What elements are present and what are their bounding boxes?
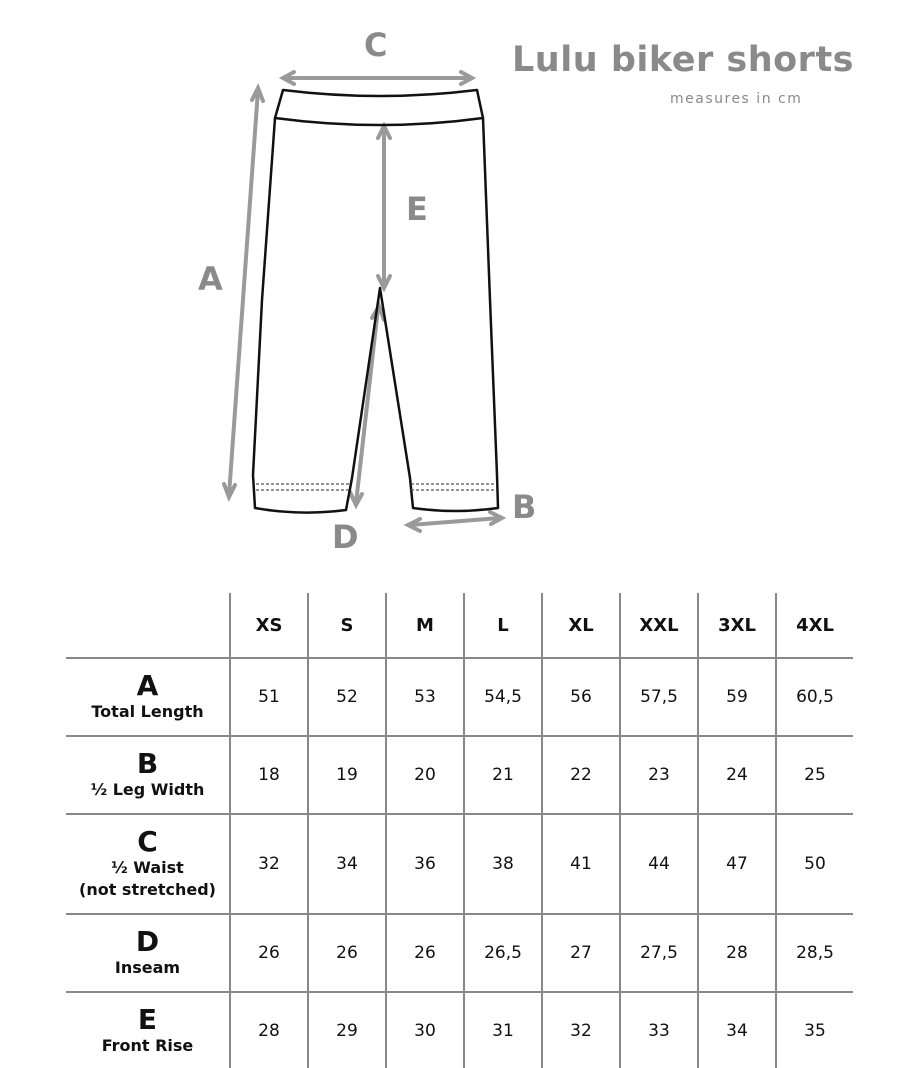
size-header: S [308, 593, 386, 658]
table-cell: 51 [230, 658, 308, 736]
table-cell: 38 [464, 814, 542, 914]
label-e: E [406, 190, 428, 228]
size-header: M [386, 593, 464, 658]
arrow-a [229, 90, 258, 495]
arrow-d [356, 308, 378, 503]
table-cell: 21 [464, 736, 542, 814]
table-cell: 30 [386, 992, 464, 1068]
measure-label: Inseam [114, 958, 181, 977]
measure-letter: B [136, 747, 159, 780]
table-cell: 18 [230, 736, 308, 814]
table-cell: 19 [308, 736, 386, 814]
label-c: C [364, 26, 388, 64]
table-cell: 36 [386, 814, 464, 914]
table-cell: 59 [698, 658, 776, 736]
table-row [66, 658, 853, 736]
measure-letter: A [136, 669, 159, 702]
table-cell: 28 [230, 992, 308, 1068]
label-b: B [512, 488, 537, 526]
measure-label-note: (not stretched) [79, 880, 216, 899]
table-cell: 53 [386, 658, 464, 736]
measure-label-cell [66, 992, 230, 1068]
measure-label: Front Rise [101, 1035, 194, 1055]
size-header: XL [542, 593, 620, 658]
table-cell: 24 [698, 736, 776, 814]
table-row [66, 736, 853, 814]
measure-label-cell [66, 736, 230, 814]
measure-label-cell [66, 658, 230, 736]
table-cell: 23 [620, 736, 698, 814]
table-cell: 27,5 [620, 914, 698, 992]
header-corner [66, 593, 230, 658]
table-row [66, 914, 853, 992]
table-cell: 35 [776, 992, 853, 1068]
table-cell: 32 [230, 814, 308, 914]
table-cell: 26,5 [464, 914, 542, 992]
table-cell: 31 [464, 992, 542, 1068]
measure-label: ½ Waist [111, 858, 184, 877]
size-header-row [66, 593, 853, 658]
measure-letter: C [137, 825, 158, 858]
table-cell: 26 [230, 914, 308, 992]
measure-label: ½ Leg Width [90, 780, 205, 799]
table-cell: 28,5 [776, 914, 853, 992]
table-cell: 52 [308, 658, 386, 736]
measure-label: Total Length [91, 702, 204, 721]
size-header: L [464, 593, 542, 658]
table-cell: 60,5 [776, 658, 853, 736]
table-cell: 54,5 [464, 658, 542, 736]
table-cell: 50 [776, 814, 853, 914]
shorts-waistband [275, 90, 483, 125]
table-cell: 41 [542, 814, 620, 914]
size-header: 4XL [776, 593, 853, 658]
measure-label-cell [66, 914, 230, 992]
label-a: A [198, 260, 223, 298]
table-cell: 34 [698, 992, 776, 1068]
table-cell: 22 [542, 736, 620, 814]
table-cell: 25 [776, 736, 853, 814]
size-header: XS [230, 593, 308, 658]
table-cell: 56 [542, 658, 620, 736]
units-subtitle: measures in cm [670, 91, 803, 107]
label-d: D [332, 518, 359, 556]
measure-letter: D [135, 925, 160, 958]
table-cell: 20 [386, 736, 464, 814]
shorts-outline [253, 118, 498, 513]
table-row [66, 814, 853, 914]
table-cell: 32 [542, 992, 620, 1068]
table-row [66, 992, 853, 1068]
table-cell: 29 [308, 992, 386, 1068]
table-cell: 44 [620, 814, 698, 914]
product-title: Lulu biker shorts [512, 40, 855, 80]
table-cell: 27 [542, 914, 620, 992]
table-cell: 26 [308, 914, 386, 992]
table-cell: 57,5 [620, 658, 698, 736]
table-cell: 33 [620, 992, 698, 1068]
measure-letter: E [137, 1002, 158, 1036]
measure-label-cell [66, 814, 230, 914]
size-header: XXL [620, 593, 698, 658]
size-header: 3XL [698, 593, 776, 658]
size-chart-table [66, 593, 853, 1068]
table-cell: 47 [698, 814, 776, 914]
table-cell: 34 [308, 814, 386, 914]
arrow-b [410, 518, 500, 525]
table-cell: 26 [386, 914, 464, 992]
table-cell: 28 [698, 914, 776, 992]
